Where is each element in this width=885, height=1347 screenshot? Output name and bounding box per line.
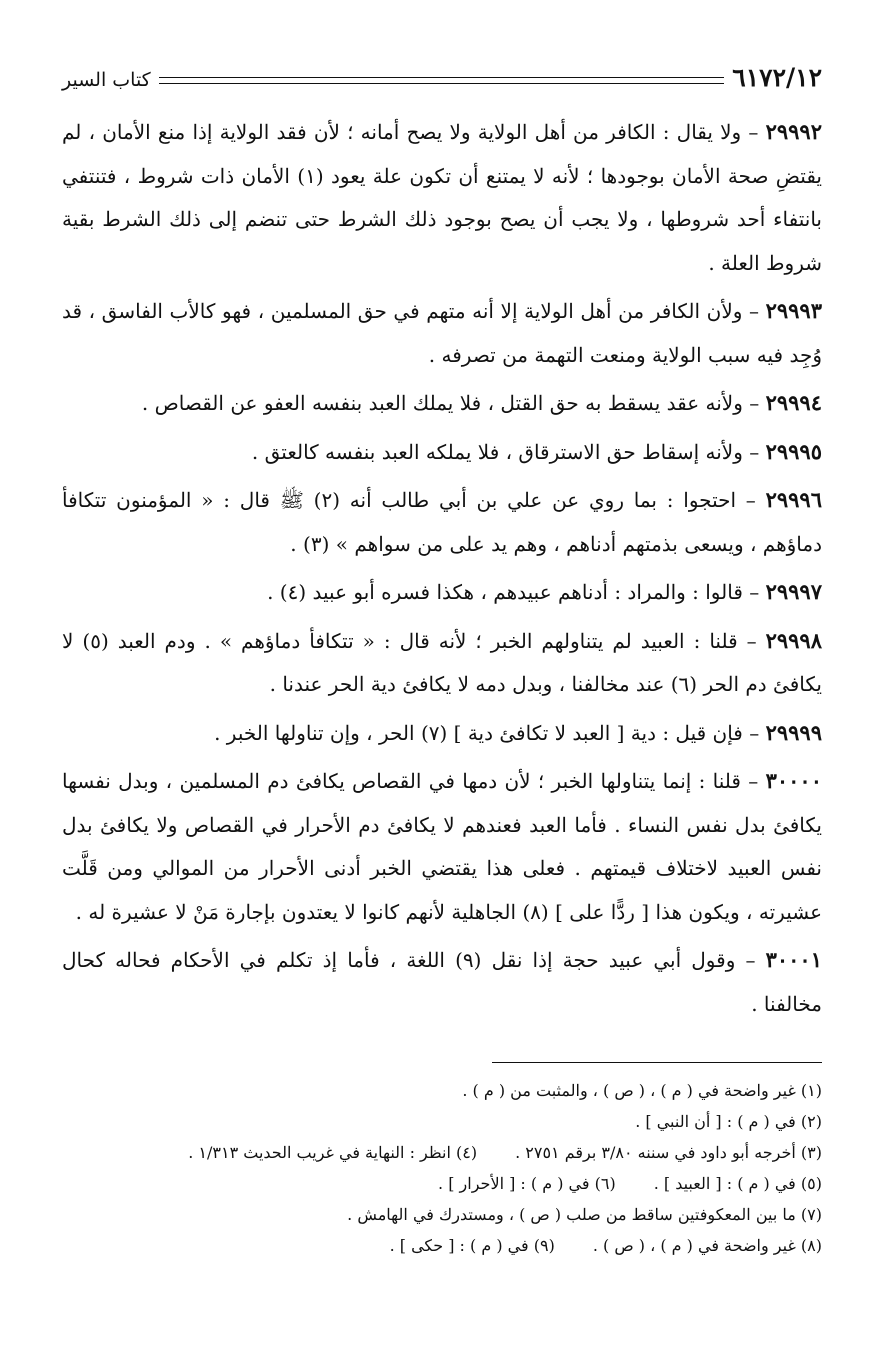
main-text bbox=[62, 110, 822, 1026]
paragraph-text: – ولأن الكافر من أهل الولاية إلا أنه متهم في حق المسلمين ، فهو كالأب الفاسق ، قد وُجِد فيه سبب الولاية ومنعت التهمة من تصرفه . bbox=[62, 299, 822, 367]
book-page bbox=[62, 52, 822, 1261]
footnote-line bbox=[62, 1106, 822, 1137]
paragraph-text: – ولأنه إسقاط حق الاسترقاق ، فلا يملكه العبد بنفسه كالعتق . bbox=[251, 439, 766, 464]
paragraph-text: – ولا يقال : الكافر من أهل الولاية ولا يصح أمانه ؛ لأن فقد الولاية إذا منع الأمان ، لم يقتضِ صحة الأمان بوجودها ؛ لأنه لا يمتنع أن تكون علة يعود (١) الأمان ذات شروط ، فتنتفي بانتفاء أحد شروطها ، ولا يجب أن يصح بوجود ذلك الشرط حتى تنضم إلى ذلك الشرط بقية شروط العلة . bbox=[62, 120, 823, 275]
paragraph-number: ٢٩٩٩٣ bbox=[765, 298, 822, 323]
paragraph-number: ٢٩٩٩٧ bbox=[765, 579, 822, 604]
footnote: (٦) في ( م ) : [ الأحرار ] . bbox=[438, 1174, 616, 1193]
paragraph bbox=[62, 938, 822, 1026]
paragraph-number: ٣٠٠٠٠ bbox=[765, 768, 822, 793]
footnote: (٨) غير واضحة في ( م ) ، ( ص ) . bbox=[592, 1236, 822, 1255]
footnote: (٤) انظر : النهاية في غريب الحديث ١/٣١٣ . bbox=[188, 1143, 478, 1162]
paragraph bbox=[62, 711, 822, 756]
page-number: ٦١٧٢/١٢ bbox=[732, 63, 822, 92]
paragraph-text: – وقول أبي عبيد حجة إذا نقل (٩) اللغة ، فأما إذ تكلم في الأحكام فحاله كحال مخالفنا . bbox=[62, 948, 822, 1016]
paragraph-text: – احتجوا : بما روي عن علي بن أبي طالب أنه (٢) ﷺ قال : « المؤمنون تتكافأ دماؤهم ، ويسعى بذمتهم أدناهم ، وهم يد على من سواهم » (٣) . bbox=[62, 488, 822, 556]
footnote-line bbox=[62, 1199, 822, 1230]
footnote-line bbox=[62, 1137, 822, 1168]
footnote-line bbox=[62, 1075, 822, 1106]
footnote-line bbox=[62, 1230, 822, 1261]
page-header bbox=[62, 52, 822, 90]
paragraph-text: – فإن قيل : دية [ العبد لا تكافئ دية ] (٧) الحر ، وإن تناولها الخبر . bbox=[214, 720, 766, 745]
paragraph bbox=[62, 430, 822, 475]
paragraph-number: ٢٩٩٩٩ bbox=[765, 719, 822, 745]
footnote: (٧) ما بين المعكوفتين ساقط من صلب ( ص ) ، ومستدرك في الهامش . bbox=[347, 1205, 822, 1224]
paragraph bbox=[62, 619, 822, 707]
footnote: (٥) في ( م ) : [ العبيد ] . bbox=[653, 1174, 822, 1193]
paragraph-text: – قالوا : والمراد : أدناهم عبيدهم ، هكذا فسره أبو عبيد (٤) . bbox=[267, 580, 766, 604]
footnote: (٣) أخرجه أبو داود في سننه ٣/٨٠ برقم ٢٧٥١ . bbox=[515, 1143, 822, 1162]
footnote: (١) غير واضحة في ( م ) ، ( ص ) ، والمثبت من ( م ) . bbox=[462, 1081, 822, 1100]
paragraph-text: – قلنا : إنما يتناولها الخبر ؛ لأن دمها في القصاص يكافئ دم المسلمين ، وبدل نفسها يكافئ بدل نفس النساء . فأما العبد فعندهم لا يكافئ دم الأحرار في القصاص ولا يكافئ بدل نفس العبيد لاختلاف قيمتهم . فعلى هذا يقتضي الخبر أدنى الأحرار من الموالي ومن قَلَّت عشيرته ، ويكون هذا [ ردًّا على ] (٨) الجاهلية لأنهم كانوا لا يعتدون بإجارة مَنْ لا عشيرة له . bbox=[62, 769, 822, 924]
paragraph-text: – ولأنه عقد يسقط به حق القتل ، فلا يملك العبد بنفسه العفو عن القصاص . bbox=[141, 391, 766, 415]
footnote: (٢) في ( م ) : [ أن النبي ] . bbox=[635, 1112, 822, 1131]
paragraph-number: ٢٩٩٩٢ bbox=[765, 119, 822, 144]
paragraph-number: ٢٩٩٩٤ bbox=[765, 390, 822, 415]
footnotes bbox=[62, 1075, 822, 1261]
header-rule bbox=[159, 77, 725, 84]
paragraph-number: ٣٠٠٠١ bbox=[765, 947, 822, 972]
paragraph-number: ٢٩٩٩٦ bbox=[765, 487, 822, 512]
footnote-separator bbox=[492, 1062, 822, 1063]
footnote-line bbox=[62, 1168, 822, 1199]
paragraph bbox=[62, 478, 822, 566]
footnote: (٩) في ( م ) : [ حكى ] . bbox=[389, 1236, 555, 1255]
paragraph bbox=[62, 570, 822, 615]
paragraph bbox=[62, 289, 822, 377]
chapter-title: كتاب السير bbox=[62, 69, 151, 91]
paragraph bbox=[62, 759, 822, 934]
paragraph bbox=[62, 110, 822, 285]
paragraph-number: ٢٩٩٩٨ bbox=[765, 627, 822, 653]
paragraph bbox=[62, 381, 822, 426]
paragraph-number: ٢٩٩٩٥ bbox=[765, 438, 822, 464]
paragraph-text: – قلنا : العبيد لم يتناولهم الخبر ؛ لأنه قال : « تتكافأ دماؤهم » . ودم العبد (٥) لا يكافئ دم الحر (٦) عند مخالفنا ، وبدل دمه لا يكافئ دية الحر عندنا . bbox=[62, 628, 822, 696]
